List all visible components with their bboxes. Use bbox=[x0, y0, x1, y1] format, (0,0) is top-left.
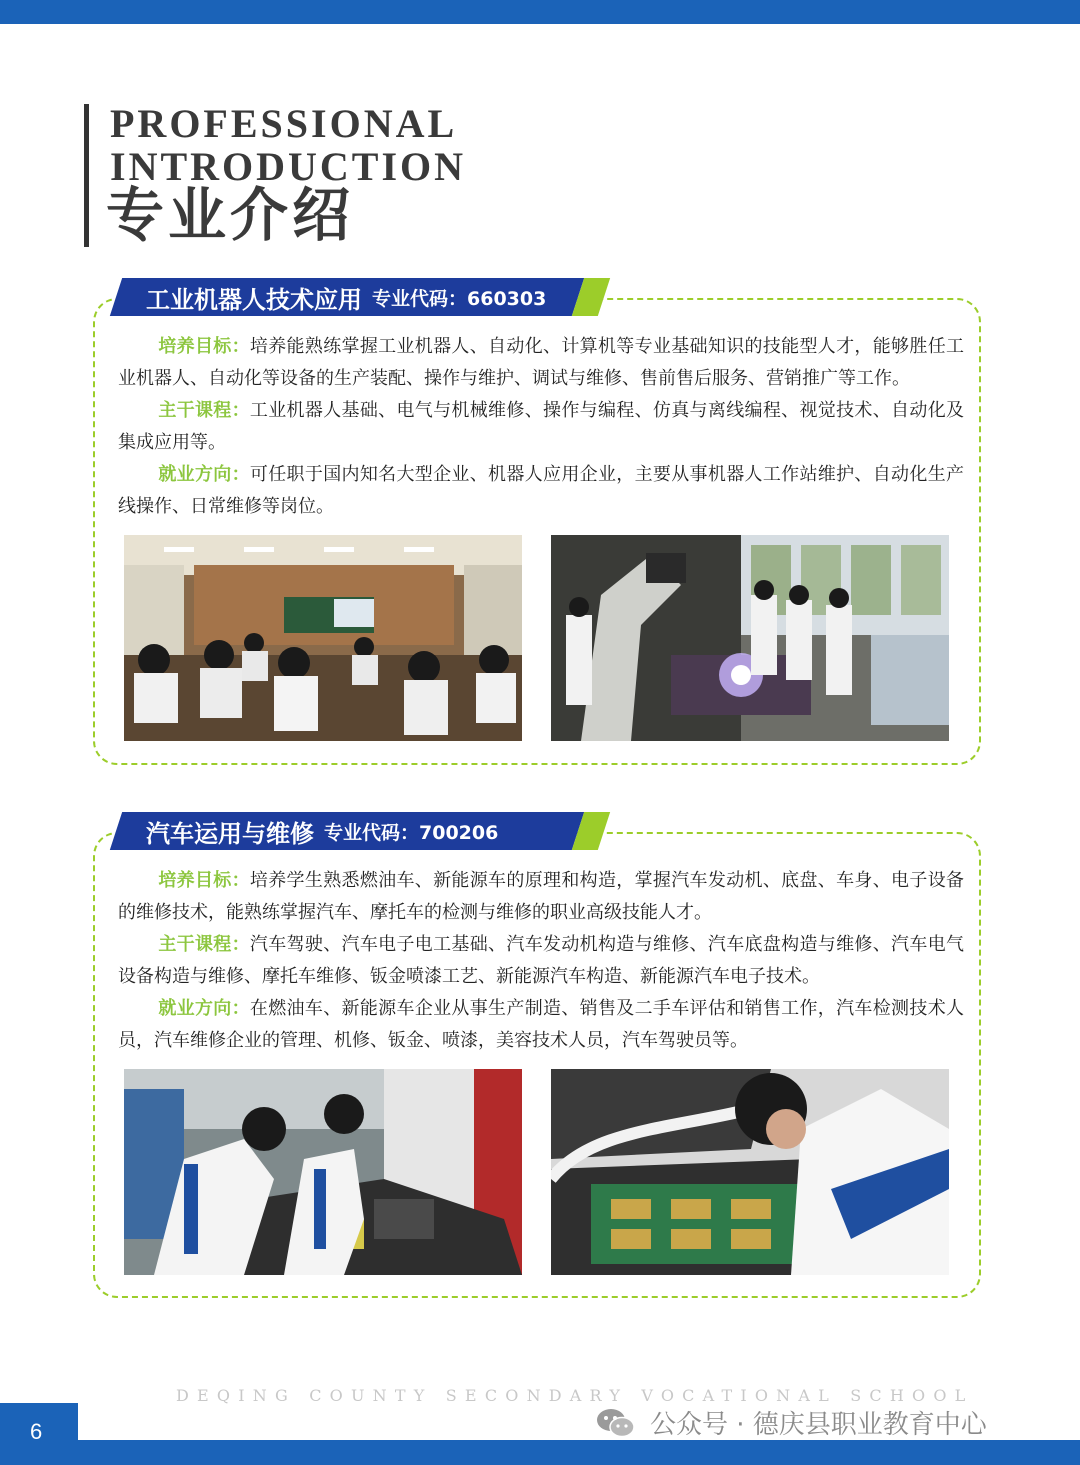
section-robotics-tab bbox=[116, 278, 546, 316]
job-label: 就业方向： bbox=[158, 464, 250, 485]
goal-text: 培养能熟练掌握工业机器人、自动化、计算机等专业基础知识的技能型人才，能够胜任工业机器人、自动化等设备的生产装配、操作与维护、调试与维修、售前售后服务、营销推广等工作。 bbox=[118, 336, 965, 389]
section-title: 汽车运用与维修 bbox=[146, 819, 314, 848]
section-auto-goal bbox=[118, 865, 964, 928]
section-title: 工业机器人技术应用 bbox=[146, 285, 362, 314]
section-code: 专业代码：700206 bbox=[324, 821, 499, 844]
section-robotics-jobs bbox=[118, 459, 964, 522]
course-label: 主干课程： bbox=[158, 400, 250, 421]
section-auto-tab bbox=[116, 812, 498, 850]
footer-school-name: DEQING COUNTY SECONDARY VOCATIONAL SCHOOL bbox=[176, 1386, 974, 1405]
course-text: 汽车驾驶、汽车电子电工基础、汽车发动机构造与维修、汽车底盘构造与维修、汽车电气设备构造与维修、摩托车维修、钣金喷漆工艺、新能源汽车构造、新能源汽车电子技术。 bbox=[118, 934, 965, 987]
course-label: 主干课程： bbox=[158, 934, 250, 955]
photo-robot-lab bbox=[551, 535, 949, 741]
header-title-cn: 专业介绍 bbox=[106, 181, 355, 249]
wechat-account bbox=[596, 1404, 987, 1441]
wechat-icon bbox=[596, 1406, 636, 1440]
job-text: 可任职于国内知名大型企业、机器人应用企业，主要从事机器人工作站维护、自动化生产线操作、日常维修等岗位。 bbox=[118, 464, 965, 517]
page-number: 6 bbox=[30, 1419, 43, 1444]
bottom-color-bar bbox=[0, 1440, 1080, 1465]
course-text: 工业机器人基础、电气与机械维修、操作与编程、仿真与离线编程、视觉技术、自动化及集成应用等。 bbox=[118, 400, 965, 453]
goal-label: 培养目标： bbox=[158, 336, 250, 357]
job-label: 就业方向： bbox=[158, 998, 250, 1019]
section-auto-courses bbox=[118, 929, 964, 992]
wechat-text: 公众号 · 德庆县职业教育中心 bbox=[650, 1410, 987, 1440]
header-title-en-line1: PROFESSIONAL bbox=[110, 101, 458, 146]
photo-battery-repair bbox=[551, 1069, 949, 1275]
photo-engine-repair bbox=[124, 1069, 522, 1275]
job-text: 在燃油车、新能源车企业从事生产制造、销售及二手车评估和销售工作，汽车检测技术人员，汽车维修企业的管理、机修、钣金、喷漆，美容技术人员，汽车驾驶员等。 bbox=[118, 998, 965, 1051]
goal-text: 培养学生熟悉燃油车、新能源车的原理和构造，掌握汽车发动机、底盘、车身、电子设备的维修技术，能熟练掌握汽车、摩托车的检测与维修的职业高级技能人才。 bbox=[118, 870, 965, 923]
photo-classroom bbox=[124, 535, 522, 741]
section-auto-jobs bbox=[118, 993, 964, 1056]
header-accent-line bbox=[84, 104, 89, 247]
section-robotics-goal bbox=[118, 331, 964, 394]
goal-label: 培养目标： bbox=[158, 870, 250, 891]
header-title-en-line2: INTRODUCTION bbox=[110, 144, 467, 189]
top-color-bar bbox=[0, 0, 1080, 24]
section-code: 专业代码：660303 bbox=[372, 287, 547, 310]
section-robotics-courses bbox=[118, 395, 964, 458]
